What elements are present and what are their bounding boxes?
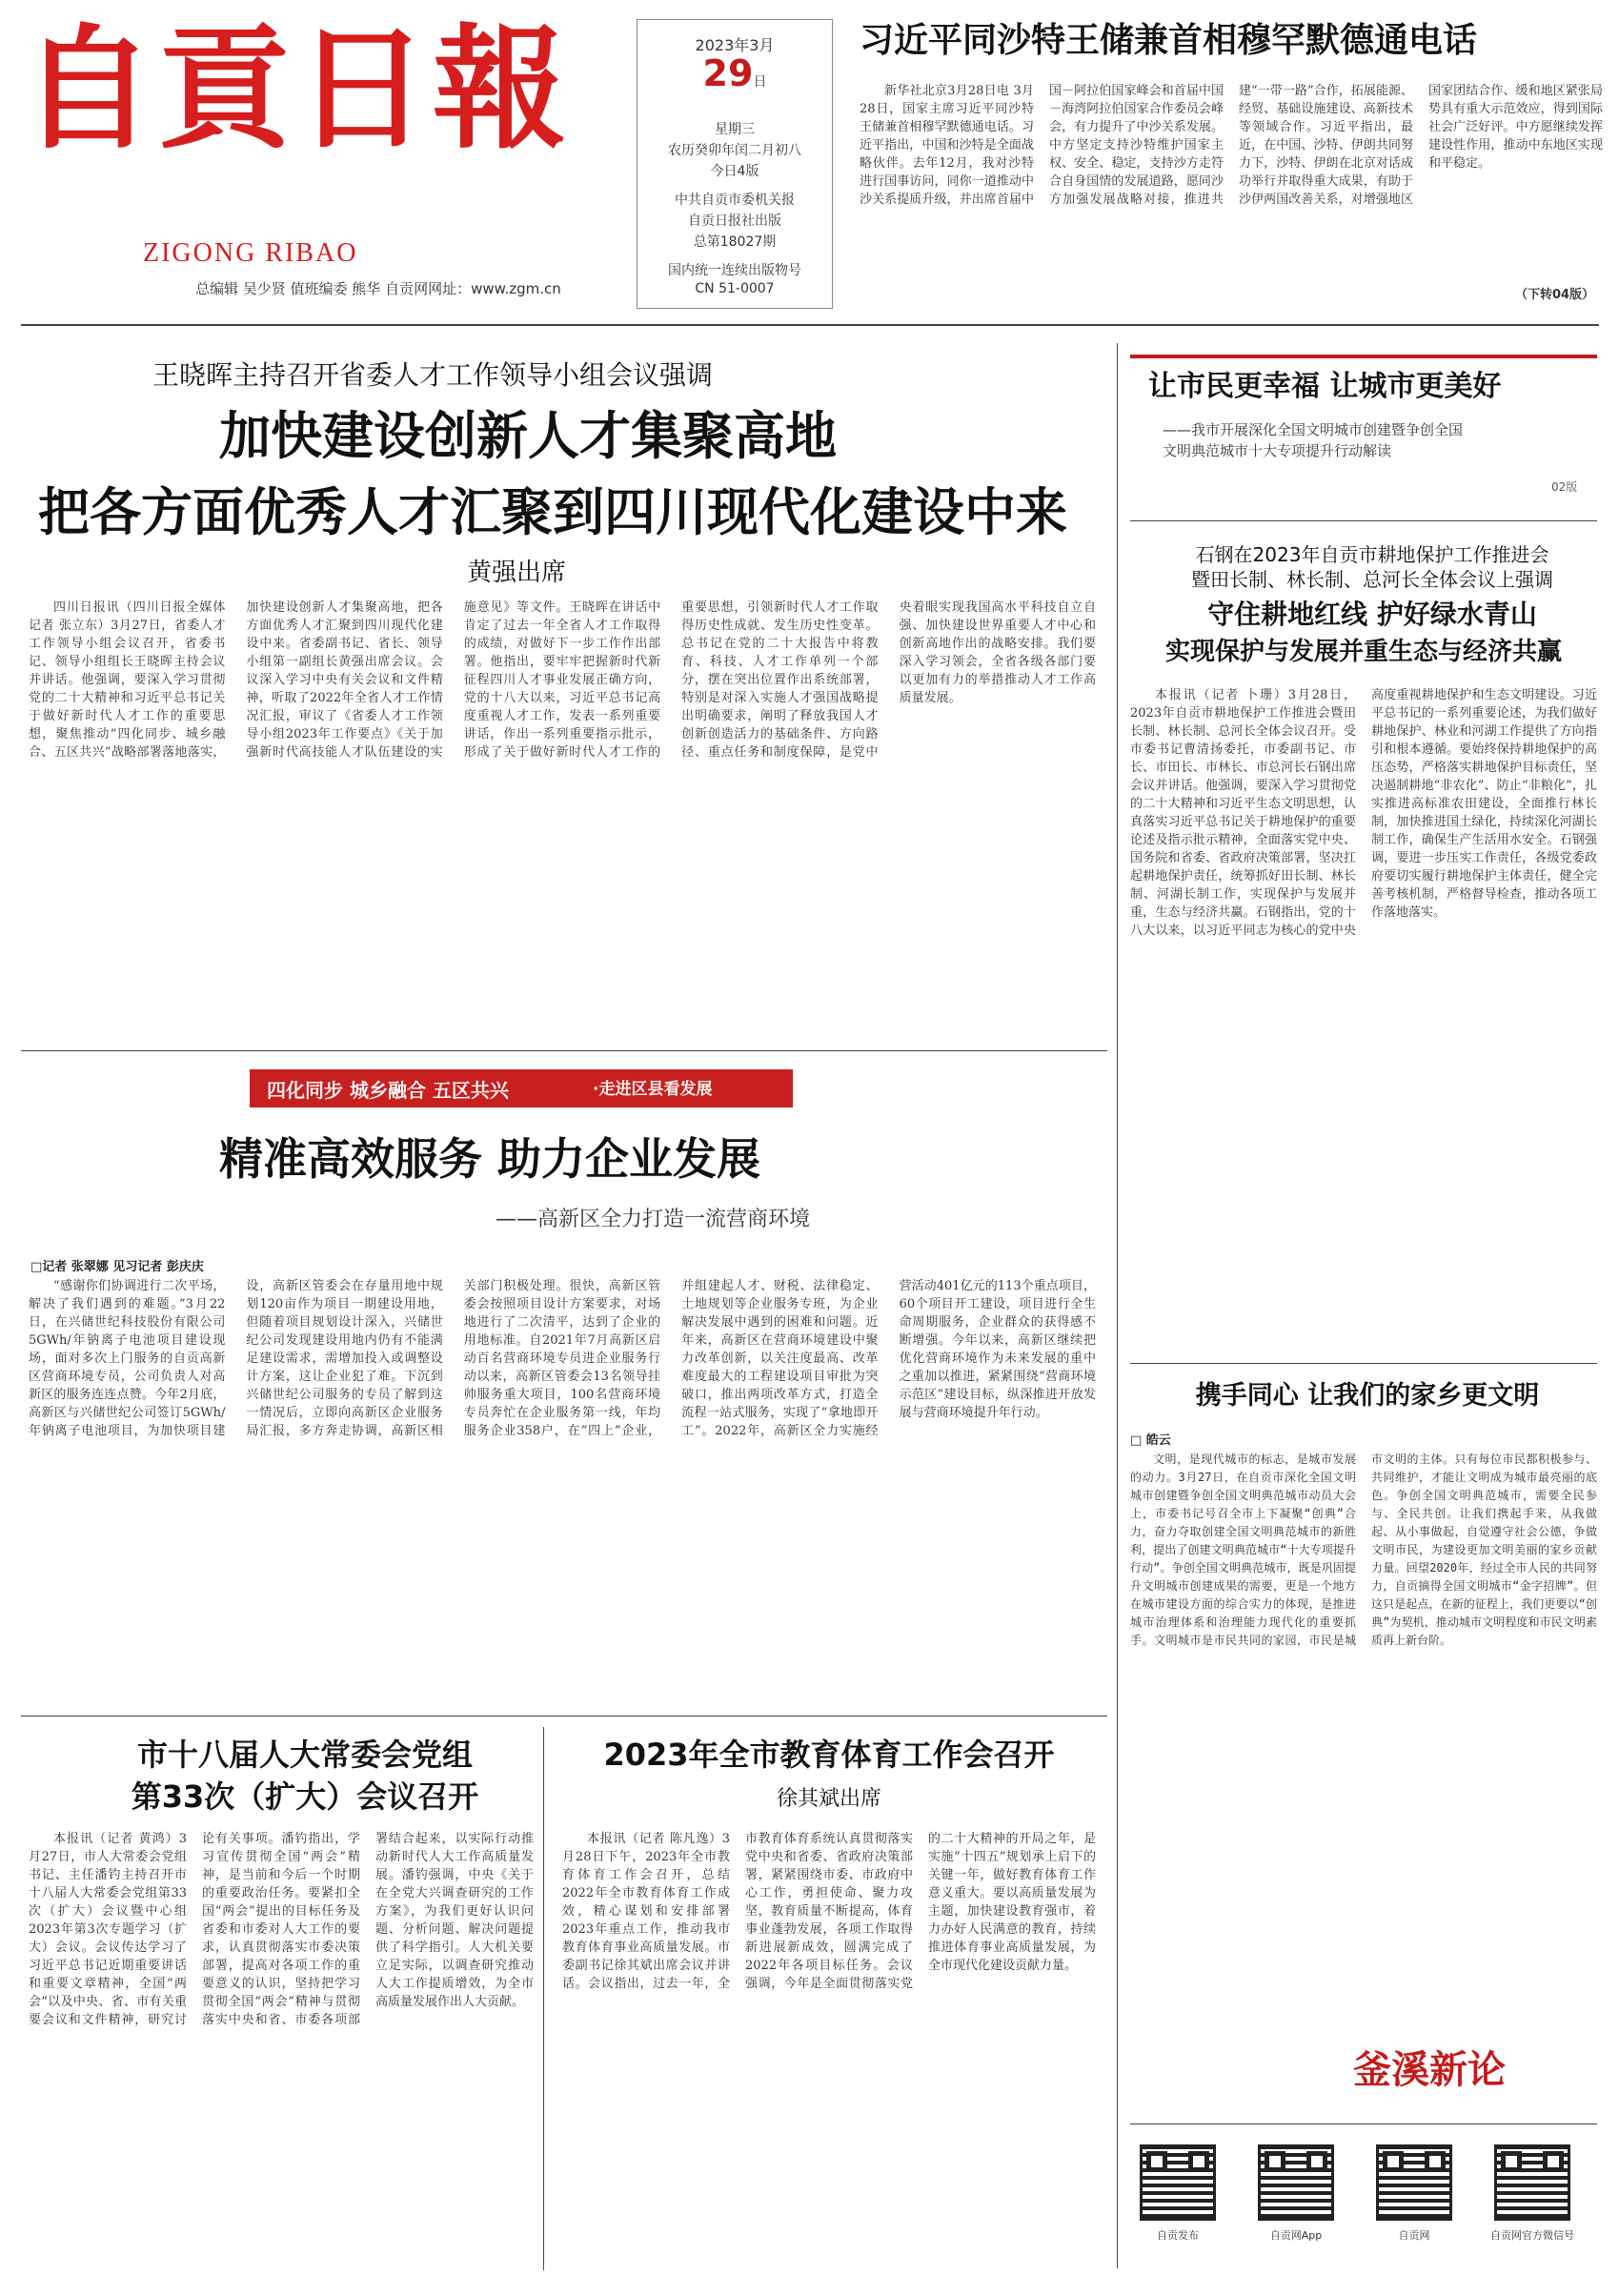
banner-text: 四化同步 城乡融合 五区共兴 xyxy=(267,1079,509,1102)
column-logo: 釜溪新论 xyxy=(1353,2048,1506,2092)
publisher-line-2: 自贡日报社出版 xyxy=(688,213,781,229)
side-low-paragraph: 文明，是现代城市的标志，是城市发展的动力。3月27日，在自贡市深化全国文明城市创建暨争创全国文明典范城市动员大会上，市委书记号召全市上下凝聚“创典”合力，奋力夺取创建全国文明典范城市的新胜利，提出了创建文明典范城市“十大专项提升行动”。争创全国文明典范城市，既是巩固提升文明城市创建成果的需要，更是一个地方在城市建设方面的综合实力的体现，是推进城市治理体系和治理能力现代化的重要抓手。文明城市是市民共同的家园，市民是城市文明的主体。只有每位市民都积极参与、共同维护，才能让文明成为城市最亮丽的底色。争创全国文明典范城市，需要全民参与、全民共创。让我们携起手来，从我做起、从小事做起，自觉遵守社会公德，争做文明市民，为建设更加文明美丽的家乡贡献力量。回望2020年，经过全市人民的共同努力，自贡摘得全国文明城市“金字招牌”。但这只是起点，在新的征程上，我们更要以“创典”为契机，推动城市文明程度和市民文明素质再上新台阶。 xyxy=(1130,1453,1597,1647)
banner-tag: ·走进区县看发展 xyxy=(593,1080,713,1099)
side-divider-2 xyxy=(1130,1363,1597,1364)
masthead-pinyin: ZIGONG RIBAO xyxy=(143,238,358,268)
feature-body xyxy=(29,1277,1096,1706)
edu-paragraph: 本报讯（记者 陈凡逸）3月28日下午，2023年全市教育体育工作会召开，总结2022年全市教育体育工作成效，精心谋划和安排部署2023年重点工作，推动我市教育体育事业高质量发展。市委副书记徐其斌出席会议并讲话。会议指出，过去一年，全市教育体育系统认真贯彻落实党中央和省委、省政府决策部署，紧紧围绕市委、市政府中心工作，勇担使命、聚力攻坚，教育质量不断提高，体育事业蓬勃发展，各项工作取得新进展新成效，圆满完成了2022年各项目标任务。会议强调，今年是全面贯彻落实党的二十大精神的开局之年，是实施“十四五”规划承上启下的关键一年，做好教育体育工作意义重大。要以高质量发展为主题，加快建设教育强市，着力办好人民满意的教育，持续推进体育事业高质量发展，为全市现代化建设贡献力量。 xyxy=(562,1832,1096,1991)
side-divider-3 xyxy=(1130,2123,1597,2124)
date-day: 29 xyxy=(702,52,754,94)
right-column-divider xyxy=(1117,343,1118,2268)
side-mid-headline-1: 守住耕地红线 护好绿水青山 xyxy=(1207,599,1537,630)
main-paragraph: 四川日报讯（四川日报全媒体记者 张立东）3月27日，省委人才工作领导小组会议召开，省委书记、领导小组组长王晓晖主持会议并讲话。他强调，要深入学习贯彻党的二十大精神和习近平总书记关于做好新时代人才工作的重要思想，聚焦推动“四化同步、城乡融合、五区共兴”战略部署落地落实，加快建设创新人才集聚高地，把各方面优秀人才汇聚到四川现代化建设中来。省委副书记、省长、领导小组第一副组长黄强出席会议。会议深入学习中央有关会议和文件精神，听取了2022年全省人才工作情况汇报，审议了《省委人才工作领导小组2023年工作要点》《关于加强新时代高技能人才队伍建设的实施意见》等文件。王晓晖在讲话中肯定了过去一年全省人才工作取得的成绩，对做好下一步工作作出部署。他指出，要牢牢把握新时代新征程四川人才事业发展正确方向，党的十八大以来，习近平总书记高度重视人才工作，发表一系列重要讲话，作出一系列重要指示批示，形成了关于做好新时代人才工作的重要思想，引领新时代人才工作取得历史性成就、发生历史性变革。总书记在党的二十大报告中将教育、科技、人才工作单列一个部分，摆在突出位置作出系统部署，特别是对深入实施人才强国战略提出明确要求，阐明了释放我国人才创新创造活力的基础条件、方向路径、重点任务和制度保障，是党中央着眼实现我国高水平科技自立自强、加快建设世界重要人才中心和创新高地作出的战略安排。我们要深入学习领会，全省各级各部门要以更加有力的举措推动人才工作高质量发展。 xyxy=(29,600,1096,760)
masthead-editors: 总编辑 吴少贤 值班编委 熊华 自贡网网址：www.zgm.cn xyxy=(195,280,561,297)
npc-headline-1: 市十八届人大常委会党组 xyxy=(136,1737,473,1773)
date-day-suffix: 日 xyxy=(753,74,767,90)
date-box xyxy=(637,19,833,309)
masthead-divider xyxy=(21,324,1599,326)
edu-body xyxy=(562,1830,1096,2278)
qr-code-3 xyxy=(1376,2144,1452,2221)
side-mid-kicker-1: 石钢在2023年自贡市耕地保护工作推进会 xyxy=(1195,543,1549,566)
qr-code-2 xyxy=(1258,2144,1334,2221)
main-divider xyxy=(21,1050,1107,1051)
npc-body xyxy=(29,1830,534,2278)
side-mid-kicker-2: 暨田长制、林长制、总河长全体会议上强调 xyxy=(1191,568,1553,591)
section-banner xyxy=(250,1069,793,1107)
side-top-page-ref: 02版 xyxy=(1551,480,1578,494)
main-headline-1: 加快建设创新人才集聚高地 xyxy=(219,406,837,466)
main-subline: 黄强出席 xyxy=(467,559,567,587)
feature-byline: □记者 张翠娜 见习记者 彭庆庆 xyxy=(30,1260,204,1274)
qr-caption-4: 自贡网官方微信号 xyxy=(1490,2229,1574,2242)
npc-headline-2: 第33次（扩大）会议召开 xyxy=(131,1778,479,1815)
cn-label: 国内统一连续出版物号 xyxy=(668,263,801,278)
bottom-column-divider xyxy=(543,1727,544,2270)
issue-number: 总第18027期 xyxy=(693,234,777,250)
masthead-title: 自貢日報 xyxy=(21,11,571,168)
side-low-body xyxy=(1130,1451,1597,2032)
side-low-headline: 携手同心 让我们的家乡更文明 xyxy=(1195,1381,1540,1411)
date-day-line xyxy=(637,52,832,94)
feature-headline: 精准高效服务 助力企业发展 xyxy=(219,1133,761,1185)
feature-subline: ——高新区全力打造一流营商环境 xyxy=(496,1208,811,1231)
qr-caption-3: 自贡网 xyxy=(1398,2229,1430,2242)
edu-headline: 2023年全市教育体育工作会召开 xyxy=(603,1737,1055,1773)
main-body xyxy=(29,599,1096,1037)
side-top-headline: 让市民更幸福 让城市更美好 xyxy=(1148,370,1502,403)
main-kicker: 王晓晖主持召开省委人才工作领导小组会议强调 xyxy=(152,359,714,391)
side-mid-paragraph: 本报讯（记者 卜珊）3月28日，2023年自贡市耕地保护工作推进会暨田长制、林长制、总河长全体会议召开。受市委书记曹清扬委托，市委副书记、市长、市田长、市林长、市总河长石钢出席会议并讲话。他强调，要深入学习贯彻党的二十大精神和习近平生态文明思想，认真落实习近平总书记关于耕地保护的重要论述及指示批示精神，全面落实党中央、国务院和省委、省政府决策部署，坚决扛起耕地保护责任，统筹抓好田长制、林长制、河湖长制工作，实现保护与发展并重，生态与经济共赢。石钢指出，党的十八大以来，以习近平同志为核心的党中央高度重视耕地保护和生态文明建设。习近平总书记的一系列重要论述，为我们做好耕地保护、林业和河湖工作提供了方向指引和根本遵循。要始终保持耕地保护的高压态势，严格落实耕地保护目标责任，坚决遏制耕地“非农化”、防止“非粮化”，扎实推进高标准农田建设，全面推行林长制，加快推进国土绿化，持续深化河湖长制工作，确保生产生活用水安全。石钢强调，要进一步压实工作责任，各级党委政府要切实履行耕地保护主体责任，健全完善考核机制，严格督导检查，推动各项工作落地落实。 xyxy=(1130,688,1597,938)
lead-continued: （下转04版） xyxy=(1515,288,1595,302)
qr-code-4 xyxy=(1494,2144,1570,2221)
main-headline-2: 把各方面优秀人才汇聚到四川现代化建设中来 xyxy=(38,482,1067,542)
npc-paragraph: 本报讯（记者 黄鸿）3月27日，市人大常委会党组书记、主任潘钓主持召开市十八届人大常委会党组第33次（扩大）会议暨中心组2023年第3次专题学习（扩大）会议。会议传达学习了习近平总书记近期重要讲话和重要文章精神，全国“两会”以及中央、省、市有关重要会议和文件精神，研究讨论有关事项。潘钓指出，学习宣传贯彻全国“两会”精神，是当前和今后一个时期的重要政治任务。要紧扣全国“两会”提出的目标任务及省委和市委对人大工作的要求，认真贯彻落实市委决策部署，提高对各项工作的重要意义的认识，坚持把学习贯彻全国“两会”精神与贯彻落实中央和省、市委各项部署结合起来，以实际行动推动新时代人大工作高质量发展。潘钓强调，中央《关于在全党大兴调查研究的工作方案》，为我们更好认识问题、分析问题、解决问题提供了科学指引。人大机关要立足实际，以调查研究推动人大工作提质增效，为全市高质量发展作出人大贡献。 xyxy=(29,1832,534,2027)
date-lunar: 农历癸卯年闰二月初八 xyxy=(668,143,801,158)
edu-subline: 徐其斌出席 xyxy=(776,1787,881,1811)
qr-code-1 xyxy=(1140,2144,1216,2221)
lead-paragraph: 新华社北京3月28日电 3月28日，国家主席习近平同沙特王储兼首相穆罕默德通电话。习近平指出，中国和沙特是全面战略伙伴。去年12月，我对沙特进行国事访问，同你一道推动中沙关系提质升级，并出席首届中国－阿拉伯国家峰会和首届中国－海湾阿拉伯国家合作委员会峰会，有力提升了中沙关系发展。中方坚定支持沙特维护国家主权、安全、稳定，支持沙方走符合自身国情的发展道路，愿同沙方加强发展战略对接，推进共建“一带一路”合作，拓展能源、经贸、基础设施建设、高新技术等领域合作。习近平指出，最近，在中国、沙特、伊朗共同努力下，沙特、伊朗在北京对话成功举行并取得重大成果，有助于沙伊两国改善关系，对增强地区国家团结合作、缓和地区紧张局势具有重大示范效应，得到国际社会广泛好评。中方愿继续发挥建设性作用，推动中东地区实现和平稳定。 xyxy=(860,84,1603,207)
qr-caption-1: 自贡发布 xyxy=(1157,2229,1199,2242)
feature-paragraph: “感谢你们协调进行二次平场，解决了我们遇到的难题。”3月22日，在兴储世纪科技股份有限公司5GWh/年钠离子电池项目建设现场，面对多次上门服务的自贡高新区营商环境专员，公司负责人对高新区的服务连连点赞。今年2月底，高新区与兴储世纪公司签订5GWh/年钠离子电池项目，为加快项目建设，高新区管委会在存量用地中规划120亩作为项目一期建设用地，但随着项目规划设计深入，兴储世纪公司发现建设用地内仍有不能满足建设需求，需增加投入或调整设计方案，这让企业犯了难。下沉到兴储世纪公司服务的专员了解到这一情况后，立即向高新区企业服务局汇报，多方奔走协调，高新区相关部门积极处理。很快，高新区管委会按照项目设计方案要求，对场地进行了二次清平，达到了企业的用地标准。自2021年7月高新区启动百名营商环境专员进企业服务行动以来，高新区管委会13名领导挂帅服务重大项目，100名营商环境专员奔忙在企业服务第一线，年均服务企业358户，在“四上”企业，并组建起人才、财税、法律稳定、土地规划等企业服务专班，为企业解决发展中遇到的困难和问题。近年来，高新区在营商环境建设中聚力改革创新，以关注度最高、改革难度最大的工程建设项目审批为突破口，推出两项改革方式，打造全流程一站式服务，实现了“拿地即开工”。2022年，高新区全力实施经营活动401亿元的113个重点项目，60个项目开工建设，项目进行全生命周期服务，企业群众的获得感不断增强。今年以来，高新区继续把优化营商环境作为未来发展的重中之重加以推进，紧紧围绕“营商环境示范区”建设目标，纵深推进开放发展与营商环境提升年行动。 xyxy=(29,1279,1096,1438)
side-mid-body xyxy=(1130,686,1597,1353)
date-year-month: 2023年3月 xyxy=(695,36,775,54)
cn-number: CN 51-0007 xyxy=(695,281,775,296)
side-top-subline-1: ——我市开展深化全国文明城市创建暨争创全国 xyxy=(1163,421,1464,438)
feature-divider xyxy=(21,1716,1107,1717)
publisher-line-1: 中共自贡市委机关报 xyxy=(675,193,795,208)
lead-headline: 习近平同沙特王储兼首相穆罕默德通电话 xyxy=(860,21,1478,60)
lead-body xyxy=(860,82,1603,280)
qr-caption-2: 自贡网App xyxy=(1269,2229,1323,2242)
side-mid-headline-2: 实现保护与发展并重生态与经济共赢 xyxy=(1164,638,1562,666)
side-divider-1 xyxy=(1130,520,1597,521)
side-top-subline-2: 文明典范城市十大专项提升行动解读 xyxy=(1163,442,1392,459)
side-low-byline: □ 皓云 xyxy=(1130,1433,1171,1448)
date-pages: 今日4版 xyxy=(710,164,759,179)
date-weekday: 星期三 xyxy=(715,122,755,137)
